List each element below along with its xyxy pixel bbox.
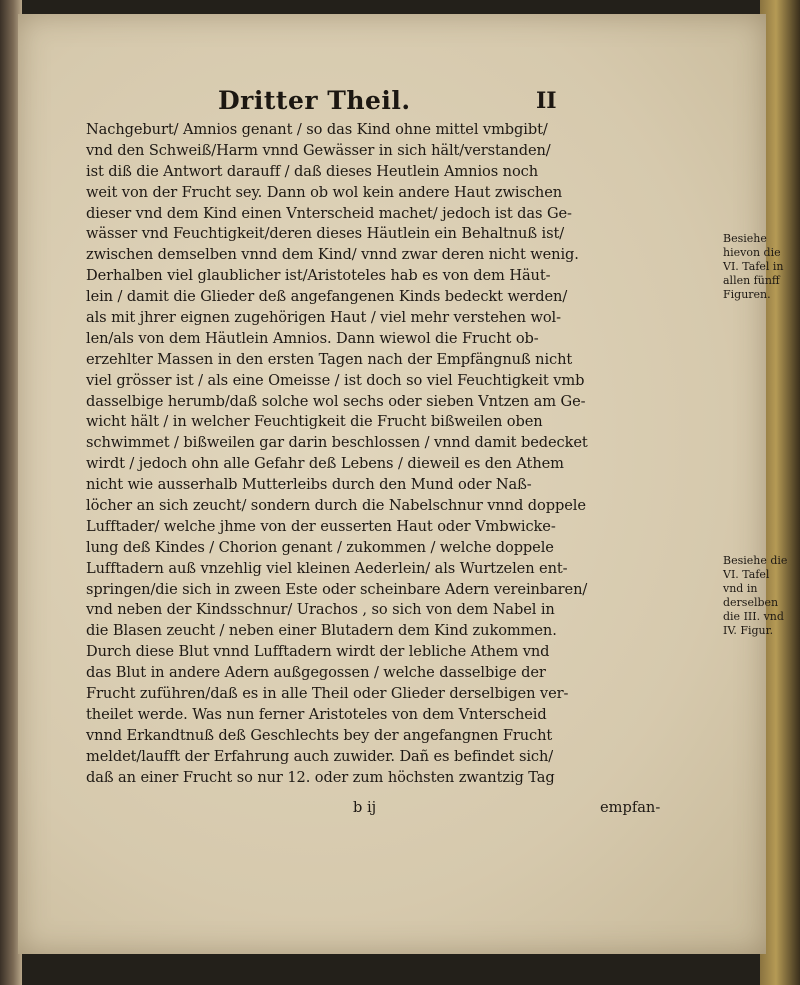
catchword: empfan- [600,799,661,816]
text-line: die Blasen zeucht / neben einer Blutadern dem Kind zukommen. [86,622,557,640]
text-line: viel grösser ist / als eine Omeisse / ist doch so viel Feuchtigkeit vmb [86,371,585,389]
marginal-note: Besiehe hievon die VI. Tafel in allen fünff Figuren. [723,232,784,301]
text-line: len/als von dem Häutlein Amnios. Dann wiewol die Frucht ob- [86,329,539,347]
running-title: Dritter Theil. [218,86,411,115]
text-line: lein / damit die Glieder deß angefangenen Kinds bedeckt werden/ [86,288,568,306]
text-line: Nachgeburt/ Amnios genant / so das Kind ohne mittel vmbgibt/ [86,121,548,138]
text-line: erzehlter Massen in den ersten Tagen nach der Empfängnuß nicht [86,350,573,368]
text-line: Lufftadern auß vnzehlig viel kleinen Aederlein/ als Wurtzelen ent- [86,559,568,577]
marginal-note: Besiehe die VI. Tafel vnd in derselben die III. vnd IV. Figur. [723,554,788,637]
text-line: zwischen demselben vnnd dem Kind/ vnnd zwar deren nicht wenig. [86,246,579,264]
text-line: löcher an sich zeucht/ sondern durch die Nabelschnur vnnd doppele [86,497,586,515]
text-line: Frucht zuführen/daß es in alle Theil oder Glieder derselbigen ver- [86,685,569,703]
text-line: lung deß Kindes / Chorion genant / zukommen / welche doppele [86,538,554,556]
page-edge [760,0,800,985]
text-line: meldet/laufft der Erfahrung auch zuwider. Dañ es befindet sich/ [86,747,554,765]
text-line: wicht hält / in welcher Feuchtigkeit die Frucht bißweilen oben [86,413,543,431]
text-line: als mit jhrer eignen zugehörigen Haut / viel mehr verstehen wol- [86,309,561,327]
text-line: dieser vnd dem Kind einen Vnterscheid machet/ jedoch ist das Ge- [86,204,572,222]
book-page [18,14,788,954]
text-line: daß an einer Frucht so nur 12. oder zum höchsten zwantzig Tag [86,768,555,786]
text-line: springen/die sich in zween Este oder scheinbare Adern vereinbaren/ [86,580,588,598]
text-line: theilet werde. Was nun ferner Aristoteles von dem Vnterscheid [86,705,547,723]
text-line: Lufftader/ welche jhme von der eusserten Haut oder Vmbwicke- [86,517,556,535]
body-text [86,120,716,789]
text-line: Derhalben viel glaublicher ist/Aristoteles hab es von dem Häut- [86,267,551,285]
text-line: wässer vnd Feuchtigkeit/deren dieses Häutlein ein Behaltnuß ist/ [86,225,565,243]
text-line: ist diß die Antwort darauff / daß dieses Heutlein Amnios noch [86,162,539,180]
signature-mark: b ij [353,799,377,816]
text-line: vnd den Schweiß/Harm vnnd Gewässer in sich hält/verstanden/ [86,141,551,159]
page-number: II [536,88,557,114]
text-line: wirdt / jedoch ohn alle Gefahr deß Lebens / dieweil es den Athem [86,455,564,473]
text-line: schwimmet / bißweilen gar darin beschlossen / vnnd damit bedecket [86,434,588,452]
text-line: nicht wie ausserhalb Mutterleibs durch den Mund oder Naß- [86,476,532,494]
text-line: vnnd Erkandtnuß deß Geschlechts bey der angefangnen Frucht [86,726,553,744]
text-line: dasselbige herumb/daß solche wol sechs oder sieben Vntzen am Ge- [86,392,586,410]
text-line: Durch diese Blut vnnd Lufftadern wirdt der lebliche Athem vnd [86,643,550,661]
text-line: weit von der Frucht sey. Dann ob wol kein andere Haut zwischen [86,183,563,201]
text-line: vnd neben der Kindsschnur/ Urachos , so sich von dem Nabel in [86,601,555,619]
text-line: das Blut in andere Adern außgegossen / welche dasselbige der [86,664,546,682]
